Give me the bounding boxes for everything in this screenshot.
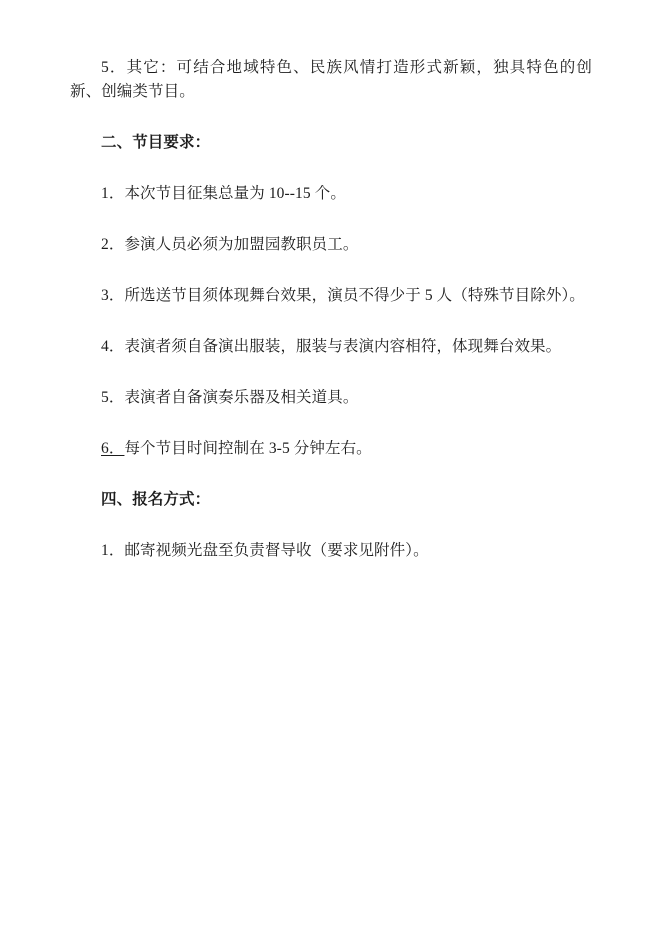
heading-section-two: 二、节目要求： bbox=[101, 134, 211, 152]
heading-section-four: 四、报名方式： bbox=[101, 491, 211, 509]
list-number: 6． bbox=[101, 440, 125, 458]
paragraph-item-5-other: 5．其它：可结合地域特色、民族风情打造形式新颖，独具特色的创新、创编类节目。 bbox=[70, 59, 592, 101]
paragraph-req-4: 4．表演者须自备演出服装，服装与表演内容相符，体现舞台效果。 bbox=[101, 338, 562, 356]
document-body bbox=[70, 56, 592, 563]
paragraph-req-5: 5．表演者自备演奏乐器及相关道具。 bbox=[101, 389, 359, 407]
paragraph-req-6: 6．每个节目时间控制在 3-5 分钟左右。 bbox=[101, 440, 372, 458]
paragraph-req-3: 3．所选送节目须体现舞台效果，演员不得少于 5 人（特殊节目除外）。 bbox=[101, 287, 585, 305]
paragraph-signup-1: 1．邮寄视频光盘至负责督导收（要求见附件）。 bbox=[101, 542, 429, 560]
paragraph-req-1: 1．本次节目征集总量为 10--15 个。 bbox=[101, 185, 346, 203]
paragraph-req-2: 2．参演人员必须为加盟园教职员工。 bbox=[101, 236, 359, 254]
